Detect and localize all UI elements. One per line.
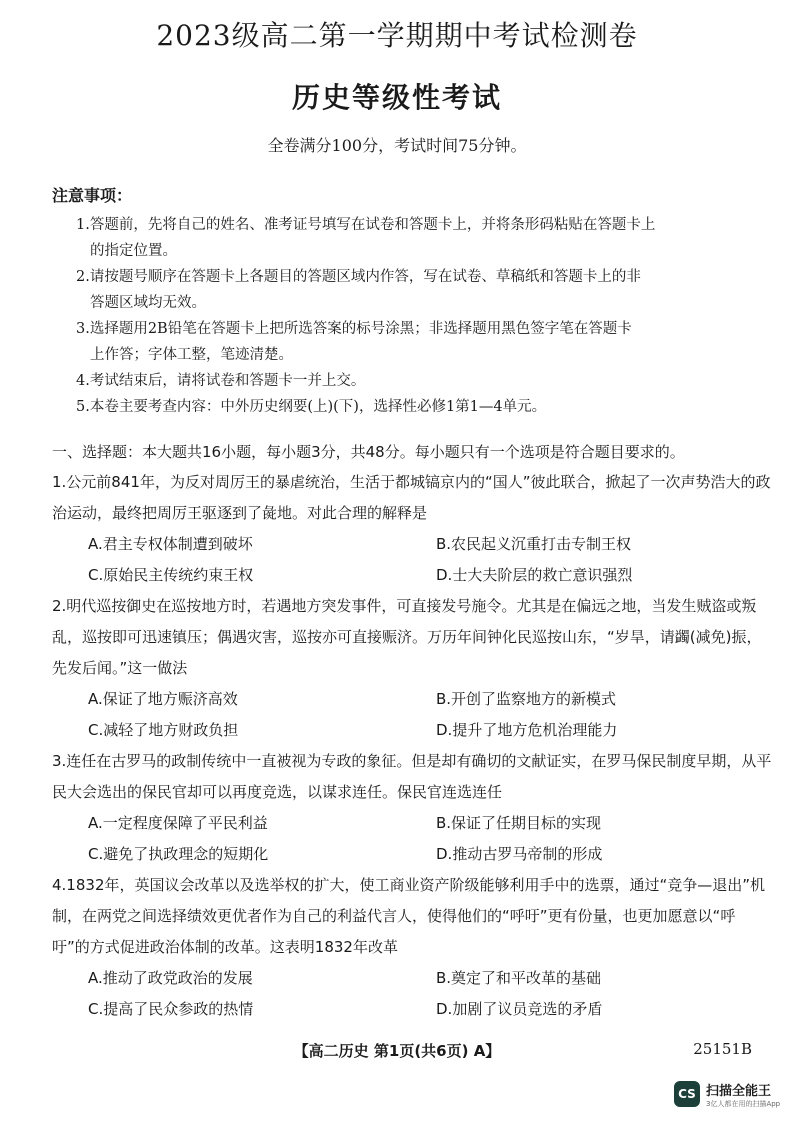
note-line: 5.本卷主要考查内容：中外历史纲要(上)(下)，选择性必修1第1—4单元。: [76, 399, 547, 415]
note-line: 3.选择题用2B铅笔在答题卡上把所选答案的标号涂黑；非选择题用黑色签字笔在答题卡: [76, 321, 632, 337]
note-item: [52, 316, 752, 368]
exam-title: 2023级高二第一学期期中考试检测卷: [156, 19, 638, 52]
option-b: B.开创了监察地方的新模式: [436, 690, 617, 708]
exam-info: 全卷满分100分，考试时间75分钟。: [267, 136, 527, 155]
question-list: [52, 467, 772, 1025]
option-b: B.保证了任期目标的实现: [436, 814, 602, 832]
question-stem: 1.公元前841年，为反对周厉王的暴虐统治，生活于都城镐京内的“国人”彼此联合，掀起了一次声势浩大的政治运动，最终把周厉王驱逐到了彘地。对此合理的解释是: [52, 473, 771, 522]
question-stem: 3.连任在古罗马的政制传统中一直被视为专政的象征。但是却有确切的文献证实，在罗马保民制度早期，从平民大会选出的保民官却可以再度竞选，以谋求连任。保民官连选连任: [52, 752, 772, 801]
option-c: C.提高了民众参政的热情: [88, 1000, 254, 1018]
question-1: [52, 467, 772, 591]
question-3: [52, 746, 772, 870]
option-list: [52, 808, 772, 870]
option-d: D.提升了地方危机治理能力: [436, 721, 618, 739]
note-line-cont: 上作答；字体工整，笔迹清楚。: [90, 347, 293, 363]
question-4: [52, 870, 772, 1025]
watermark-tagline: 3亿人都在用的扫描App: [706, 1099, 781, 1108]
option-d: D.推动古罗马帝制的形成: [436, 845, 603, 863]
option-a: A.保证了地方赈济高效: [88, 690, 238, 708]
question-2: [52, 591, 772, 746]
camscanner-logo-icon: CS: [674, 1081, 700, 1107]
option-a: A.一定程度保障了平民利益: [88, 814, 268, 832]
option-d: D.加剧了议员竞选的矛盾: [436, 1000, 603, 1018]
note-line-cont: 的指定位置。: [90, 243, 177, 259]
note-line-cont: 答题区域均无效。: [90, 295, 206, 311]
note-item: [52, 212, 752, 264]
option-b: B.奠定了和平改革的基础: [436, 969, 602, 987]
note-line: 1.答题前，先将自己的姓名、准考证号填写在试卷和答题卡上，并将条形码粘贴在答题卡上: [76, 217, 656, 233]
scanner-watermark: [674, 1074, 784, 1114]
note-item: [52, 264, 752, 316]
option-a: A.推动了政党政治的发展: [88, 969, 253, 987]
exam-subtitle: 历史等级性考试: [291, 81, 502, 114]
note-item: [52, 368, 752, 394]
option-b: B.农民起义沉重打击专制王权: [436, 535, 632, 553]
question-stem: 4.1832年，英国议会改革以及选举权的扩大，使工商业资产阶级能够利用手中的选票，通过“竞争—退出”机制，在两党之间选择绩效更优者作为自己的利益代言人，使得他们的“呼吁”更有份量，也更加愿意以“呼吁”的方式促进政治体制的改革。这表明1832年改革: [52, 876, 766, 956]
note-line: 4.考试结束后，请将试卷和答题卡一并上交。: [76, 373, 366, 389]
page-footer: 【高二历史 第1页(共6页) A】: [293, 1042, 501, 1060]
notes-section: [52, 183, 752, 420]
option-list: [52, 529, 772, 591]
section-heading: 一、选择题：本大题共16小题，每小题3分，共48分。每小题只有一个选项是符合题目要求的。: [52, 443, 685, 461]
paper-code: 25151B: [693, 1040, 752, 1058]
option-d: D.士大夫阶层的救亡意识强烈: [436, 566, 633, 584]
option-c: C.减轻了地方财政负担: [88, 721, 239, 739]
note-line: 2.请按题号顺序在答题卡上各题目的答题区域内作答，写在试卷、草稿纸和答题卡上的非: [76, 269, 641, 285]
question-stem: 2.明代巡按御史在巡按地方时，若遇地方突发事件，可直接发号施令。尤其是在偏远之地，当发生贼盗或叛乱，巡按即可迅速镇压；偶遇灾害，巡按亦可直接赈济。万历年间钟化民巡按山东，“岁旱，请蠲(减免)振，先发后闻。”这一做法: [52, 597, 762, 677]
watermark-text: [706, 1080, 780, 1109]
note-item: [52, 394, 752, 420]
watermark-name: 扫描全能王: [706, 1083, 772, 1099]
option-list: [52, 963, 772, 1025]
option-c: C.避免了执政理念的短期化: [88, 845, 269, 863]
notes-title: 注意事项：: [52, 186, 133, 205]
option-a: A.君主专权体制遭到破坏: [88, 535, 253, 553]
option-c: C.原始民主传统约束王权: [88, 566, 254, 584]
option-list: [52, 684, 772, 746]
